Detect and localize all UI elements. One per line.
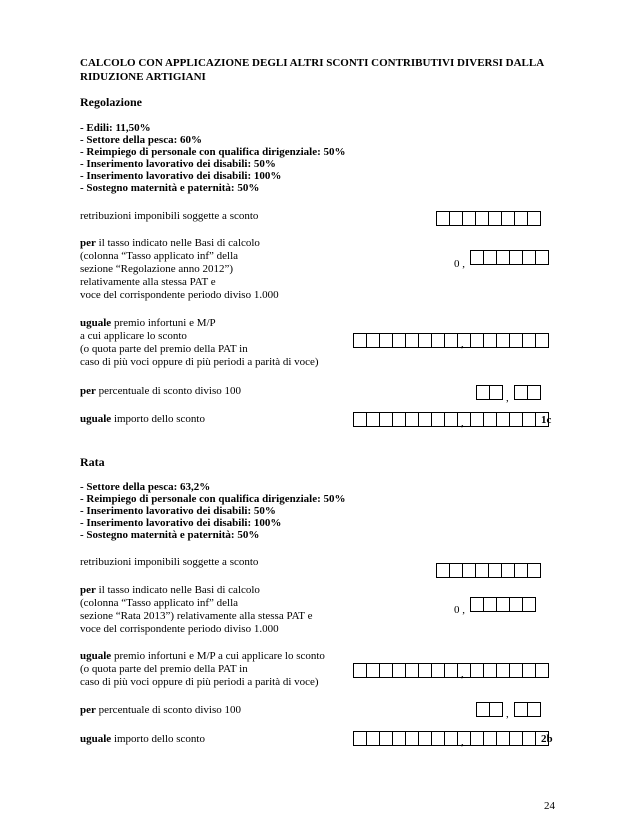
rata-tasso-boxes[interactable] [470,597,536,612]
regolazione-premio-comma: , [461,338,464,350]
rata-zero-prefix: 0 , [454,604,465,616]
regolazione-percentuale-label: per percentuale di sconto diviso 100 [80,385,241,397]
rata-importo-boxes-decimal[interactable] [470,731,549,746]
regolazione-percentuale-boxes-decimal[interactable] [514,385,541,400]
regolazione-retribuzioni-boxes[interactable] [436,211,541,226]
regolazione-tasso-boxes[interactable] [470,250,549,265]
regolazione-item: - Inserimento lavorativo dei disabili: 100% [80,170,282,182]
rata-premio-boxes-integer[interactable] [353,663,471,678]
rata-item: - Settore della pesca: 63,2% [80,481,211,493]
regolazione-percentuale-comma: , [506,392,509,404]
regolazione-per-line1: per il tasso indicato nelle Basi di calcolo [80,237,260,249]
regolazione-retribuzioni-label: retribuzioni imponibili soggette a sconto [80,210,259,222]
section-title-line2: RIDUZIONE ARTIGIANI [80,71,206,83]
regolazione-zero-prefix: 0 , [454,258,465,270]
rata-retribuzioni-boxes[interactable] [436,563,541,578]
rata-per-line4: voce del corrispondente periodo diviso 1.000 [80,623,279,635]
regolazione-uguale-line4: caso di più voci oppure di più periodi a parità di voce) [80,356,319,368]
section-title-line1: CALCOLO CON APPLICAZIONE DEGLI ALTRI SCONTI CONTRIBUTIVI DIVERSI DALLA [80,57,545,69]
rata-percentuale-boxes-integer[interactable] [476,702,503,717]
regolazione-premio-boxes-integer[interactable] [353,333,471,348]
rata-per-line3: sezione “Rata 2013”) relativamente alla stessa PAT e [80,610,313,622]
rata-per-line1: per il tasso indicato nelle Basi di calcolo [80,584,260,596]
regolazione-heading: Regolazione [80,95,142,109]
rata-percentuale-comma: , [506,708,509,720]
rata-uguale-line2: (o quota parte del premio della PAT in [80,663,248,675]
regolazione-importo-comma: , [461,417,464,429]
page-number: 24 [544,800,555,812]
regolazione-uguale-line2: a cui applicare lo sconto [80,330,187,342]
regolazione-percentuale-boxes-integer[interactable] [476,385,503,400]
rata-item: - Sostegno maternità e paternità: 50% [80,529,260,541]
regolazione-item: - Edili: 11,50% [80,122,151,134]
regolazione-item: - Reimpiego di personale con qualifica dirigenziale: 50% [80,146,346,158]
rata-item: - Inserimento lavorativo dei disabili: 100% [80,517,282,529]
rata-per-line2: (colonna “Tasso applicato inf” della [80,597,239,609]
regolazione-premio-boxes-decimal[interactable] [470,333,549,348]
regolazione-per-line3: sezione “Regolazione anno 2012”) [80,263,234,275]
regolazione-uguale-line1: uguale premio infortuni e M/P [80,317,216,329]
regolazione-per-line4: relativamente alla stessa PAT e [80,276,216,288]
rata-retribuzioni-label: retribuzioni imponibili soggette a sconto [80,556,259,568]
regolazione-importo-boxes-decimal[interactable] [470,412,552,427]
regolazione-per-line2: (colonna “Tasso applicato inf” della [80,250,239,262]
regolazione-item: - Sostegno maternità e paternità: 50% [80,182,260,194]
rata-premio-boxes-decimal[interactable] [470,663,549,678]
rata-percentuale-boxes-decimal[interactable] [514,702,541,717]
rata-percentuale-label: per percentuale di sconto diviso 100 [80,704,241,716]
rata-uguale-line1: uguale premio infortuni e M/P a cui applicare lo sconto [80,650,325,662]
rata-importo-boxes-integer[interactable] [353,731,471,746]
rata-importo-label: uguale importo dello sconto [80,733,205,745]
regolazione-uguale-line3: (o quota parte del premio della PAT in [80,343,248,355]
rata-uguale-line3: caso di più voci oppure di più periodi a parità di voce) [80,676,319,688]
regolazione-item: - Inserimento lavorativo dei disabili: 50% [80,158,276,170]
rata-premio-comma: , [461,668,464,680]
regolazione-item: - Settore della pesca: 60% [80,134,202,146]
rata-item: - Reimpiego di personale con qualifica dirigenziale: 50% [80,493,346,505]
rata-heading: Rata [80,455,105,469]
regolazione-per-line5: voce del corrispondente periodo diviso 1.000 [80,289,279,301]
rata-code: 2b [541,733,553,745]
regolazione-importo-boxes-integer[interactable] [353,412,471,427]
regolazione-importo-label: uguale importo dello sconto [80,413,205,425]
regolazione-code: 1c [541,414,552,426]
rata-item: - Inserimento lavorativo dei disabili: 50% [80,505,276,517]
rata-importo-comma: , [461,736,464,748]
